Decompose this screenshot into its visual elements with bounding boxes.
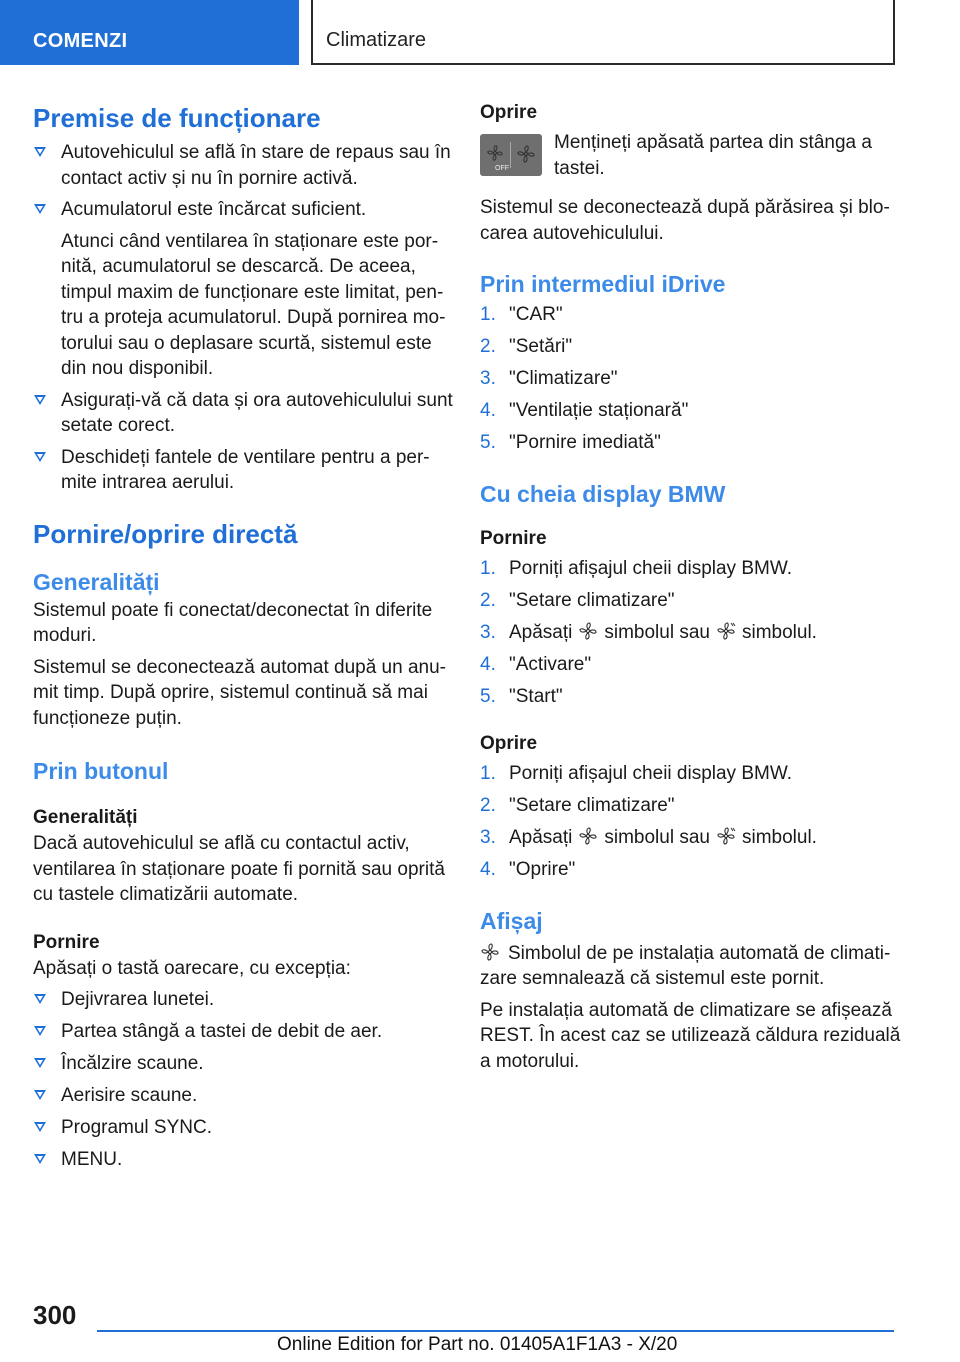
list-item: Asigurați-vă că data și ora autovehiculului sunt setate corect. xyxy=(33,388,453,439)
button-general-paragraph: Dacă autovehiculul se află cu contactul activ, ventilarea în staționare poate fi pornită sau oprită cu tastele climatizării automate. xyxy=(33,833,445,905)
footer-edition-text: Online Edition for Part no. 01405A1F1A3 - X/20 xyxy=(277,1334,678,1355)
premise-list-2 xyxy=(33,388,453,496)
triangle-bullet-icon xyxy=(33,1054,47,1068)
start-exceptions-list xyxy=(33,987,453,1173)
key-display-heading: Cu cheia display BMW xyxy=(480,480,726,507)
triangle-bullet-icon xyxy=(33,990,47,1004)
list-item: Programul SYNC. xyxy=(33,1115,453,1141)
button-heading: Prin butonul xyxy=(33,758,169,784)
direct-heading: Pornire/oprire directă xyxy=(33,518,298,549)
general-paragraph-1: Sistemul poate fi conectat/deconectat în diferite moduri. xyxy=(33,599,433,646)
fan-off-icon xyxy=(480,134,542,176)
idrive-heading: Prin intermediul iDrive xyxy=(480,271,726,297)
list-item: 1. Porniți afișajul cheii display BMW. xyxy=(480,763,792,784)
stop-key-row xyxy=(480,130,910,181)
list-item: 5. "Start" xyxy=(480,685,563,707)
header-chapter-label: Climatizare xyxy=(326,29,427,51)
general-paragraph-2: Sistemul se deconectează automat după un anu-mit timp. După oprire, sistemul continuă să mai funcționeze puțin. xyxy=(33,656,446,729)
list-item: 5. "Pornire imediată" xyxy=(480,432,661,453)
triangle-bullet-icon xyxy=(33,143,47,157)
button-general-heading: Generalități xyxy=(33,807,138,828)
header-section-label: COMENZI xyxy=(33,30,128,52)
display-paragraph-1: Simbolul de pe instalația automată de climati-zare semnalează că sistemul este pornit. xyxy=(480,942,891,989)
premise-list xyxy=(33,140,453,223)
idrive-steps xyxy=(480,302,910,456)
triangle-bullet-icon xyxy=(33,448,47,462)
triangle-bullet-icon xyxy=(33,200,47,214)
start-paragraph: Apăsați o tastă oarecare, cu excepția: xyxy=(33,957,351,979)
fan-heat-icon xyxy=(716,621,736,641)
list-item: 3. Apăsați simbolul sau simbolul. xyxy=(480,827,817,848)
stop-key-text: Mențineți apăsată partea din stânga a tastei. xyxy=(554,132,872,179)
list-item: 2. "Setări" xyxy=(480,336,573,357)
fan-heat-icon xyxy=(716,826,736,846)
footer-rule xyxy=(97,1330,894,1332)
key-divider xyxy=(510,142,511,168)
page-number: 300 xyxy=(33,1300,77,1330)
general-heading: Generalități xyxy=(33,568,160,595)
list-item: Aerisire scaune. xyxy=(33,1083,453,1109)
header-section-tab xyxy=(0,0,299,65)
list-item: 2. "Setare climatizare" xyxy=(480,795,675,816)
triangle-bullet-icon xyxy=(33,1022,47,1036)
list-item: 2. "Setare climatizare" xyxy=(480,589,675,611)
fan-icon xyxy=(578,826,598,846)
premise-heading: Premise de funcționare xyxy=(33,103,321,133)
list-item: 3. "Climatizare" xyxy=(480,368,618,389)
triangle-bullet-icon xyxy=(33,1086,47,1100)
list-item: Acumulatorul este încărcat suficient. xyxy=(33,197,453,223)
fan-icon xyxy=(480,942,500,962)
key-start-heading: Pornire xyxy=(480,527,547,549)
stop-paragraph: Sistemul se deconectează după părăsirea și blo-carea autovehiculului. xyxy=(480,197,890,244)
list-item: 4. "Activare" xyxy=(480,653,592,675)
list-item: Deschideți fantele de ventilare pentru a per-mite intrarea aerului. xyxy=(33,445,453,496)
list-item: 1. Porniți afișajul cheii display BMW. xyxy=(480,557,792,579)
triangle-bullet-icon xyxy=(33,391,47,405)
display-paragraph-2: Pe instalația automată de climatizare se afișează REST. În acest caz se utilizează căldura reziduală a motorului. xyxy=(480,999,901,1072)
right-column xyxy=(480,100,910,1074)
triangle-bullet-icon xyxy=(33,1118,47,1132)
list-item: Partea stângă a tastei de debit de aer. xyxy=(33,1019,453,1045)
key-stop-heading: Oprire xyxy=(480,733,538,754)
start-heading: Pornire xyxy=(33,931,100,953)
key-stop-steps xyxy=(480,761,910,883)
premise-note: Atunci când ventilarea în staționare este por-nită, acumulatorul se descarcă. De aceea, timpul maxim de funcționare este limitat, pen-tru a proteja acumulatorul. După pornirea mo-torului sau o deplasare scurtă, sistemul este din nou disponibil. xyxy=(61,230,446,379)
svg-text:OFF: OFF xyxy=(495,165,509,172)
stop-heading: Oprire xyxy=(480,102,538,123)
list-item: 3. Apăsați simbolul sau simbolul. xyxy=(480,621,817,643)
list-item: Autovehiculul se află în stare de repaus sau în contact activ și nu în pornire activă. xyxy=(33,140,453,191)
header-chapter-tab xyxy=(311,0,895,65)
list-item: 4. "Ventilație staționară" xyxy=(480,400,689,421)
display-heading: Afișaj xyxy=(480,907,543,934)
air-flow-key-image xyxy=(480,134,542,176)
fan-icon xyxy=(578,621,598,641)
triangle-bullet-icon xyxy=(33,1150,47,1164)
left-column xyxy=(33,100,453,1173)
list-item: 4. "Oprire" xyxy=(480,859,576,880)
list-item: Dejivrarea lunetei. xyxy=(33,987,453,1013)
list-item: Încălzire scaune. xyxy=(33,1051,453,1077)
list-item: MENU. xyxy=(33,1147,453,1173)
key-start-steps xyxy=(480,556,910,710)
list-item: 1. "CAR" xyxy=(480,304,563,325)
